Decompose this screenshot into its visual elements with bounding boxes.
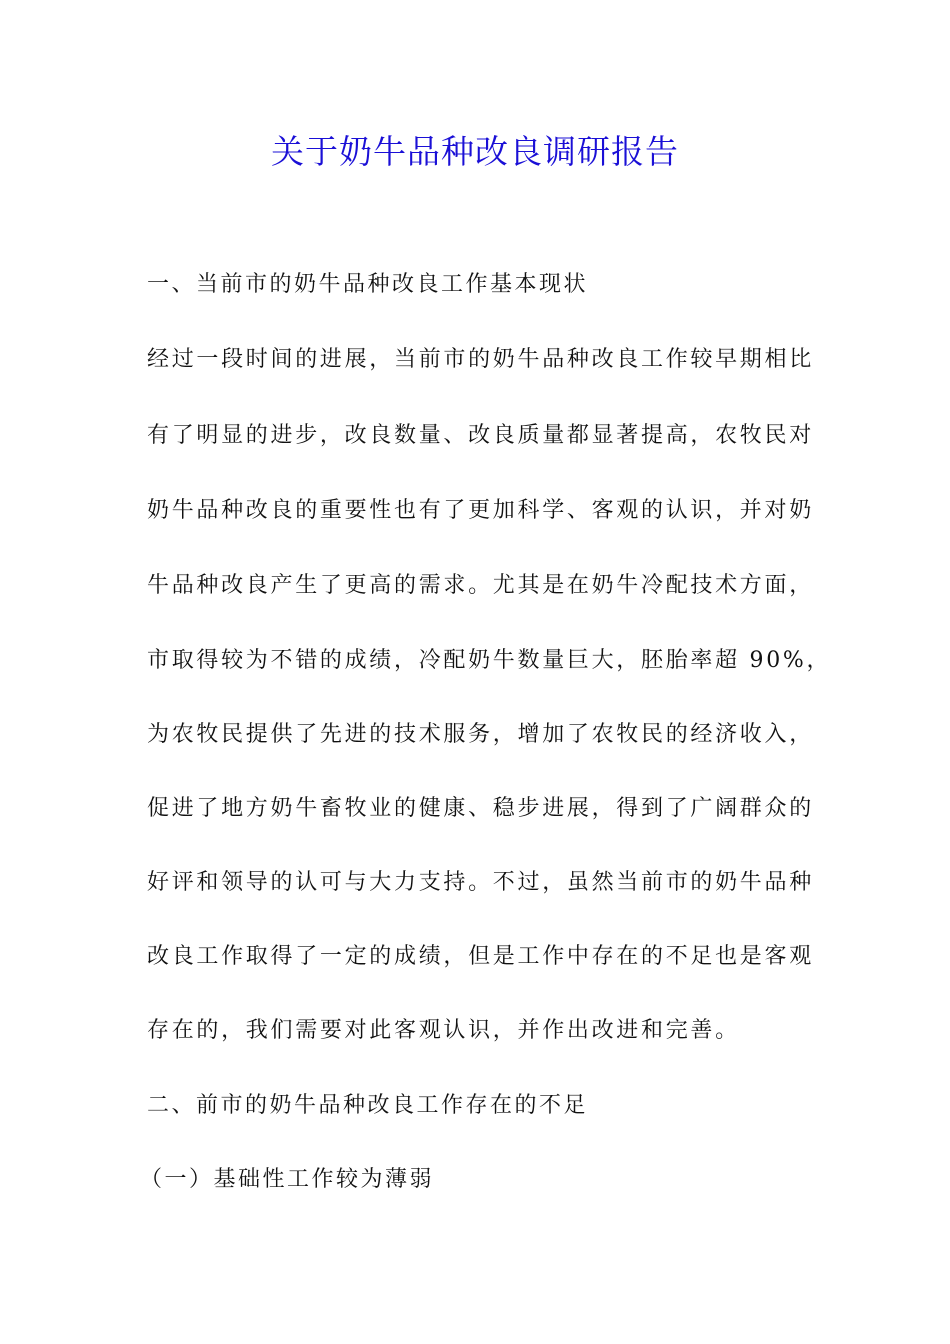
paragraph-line: 市取得较为不错的成绩，冷配奶牛数量巨大，胚胎率超 90%， [147, 648, 832, 673]
section-heading-1: 一、当前市的奶牛品种改良工作基本现状 [147, 272, 589, 297]
document-title: 关于奶牛品种改良调研报告 [271, 132, 679, 171]
paragraph-line: 为农牧民提供了先进的技术服务，增加了农牧民的经济收入， [147, 722, 814, 747]
paragraph-line: 有了明显的进步，改良数量、改良质量都显著提高，农牧民对 [147, 423, 814, 448]
section-heading-2: 二、前市的奶牛品种改良工作存在的不足 [147, 1093, 589, 1118]
paragraph-line: 促进了地方奶牛畜牧业的健康、稳步进展，得到了广阔群众的 [147, 796, 814, 821]
paragraph-line: 好评和领导的认可与大力支持。不过，虽然当前市的奶牛品种 [147, 870, 814, 895]
paragraph-line: 经过一段时间的进展，当前市的奶牛品种改良工作较早期相比 [147, 347, 814, 372]
paragraph-line: 改良工作取得了一定的成绩，但是工作中存在的不足也是客观 [147, 944, 814, 969]
paragraph-line: 奶牛品种改良的重要性也有了更加科学、客观的认识，并对奶 [147, 498, 814, 523]
paragraph-line: 牛品种改良产生了更高的需求。尤其是在奶牛冷配技术方面， [147, 573, 814, 598]
paragraph-line: 存在的，我们需要对此客观认识，并作出改进和完善。 [147, 1018, 740, 1043]
subsection-heading-1: （一）基础性工作较为薄弱 [140, 1167, 435, 1192]
